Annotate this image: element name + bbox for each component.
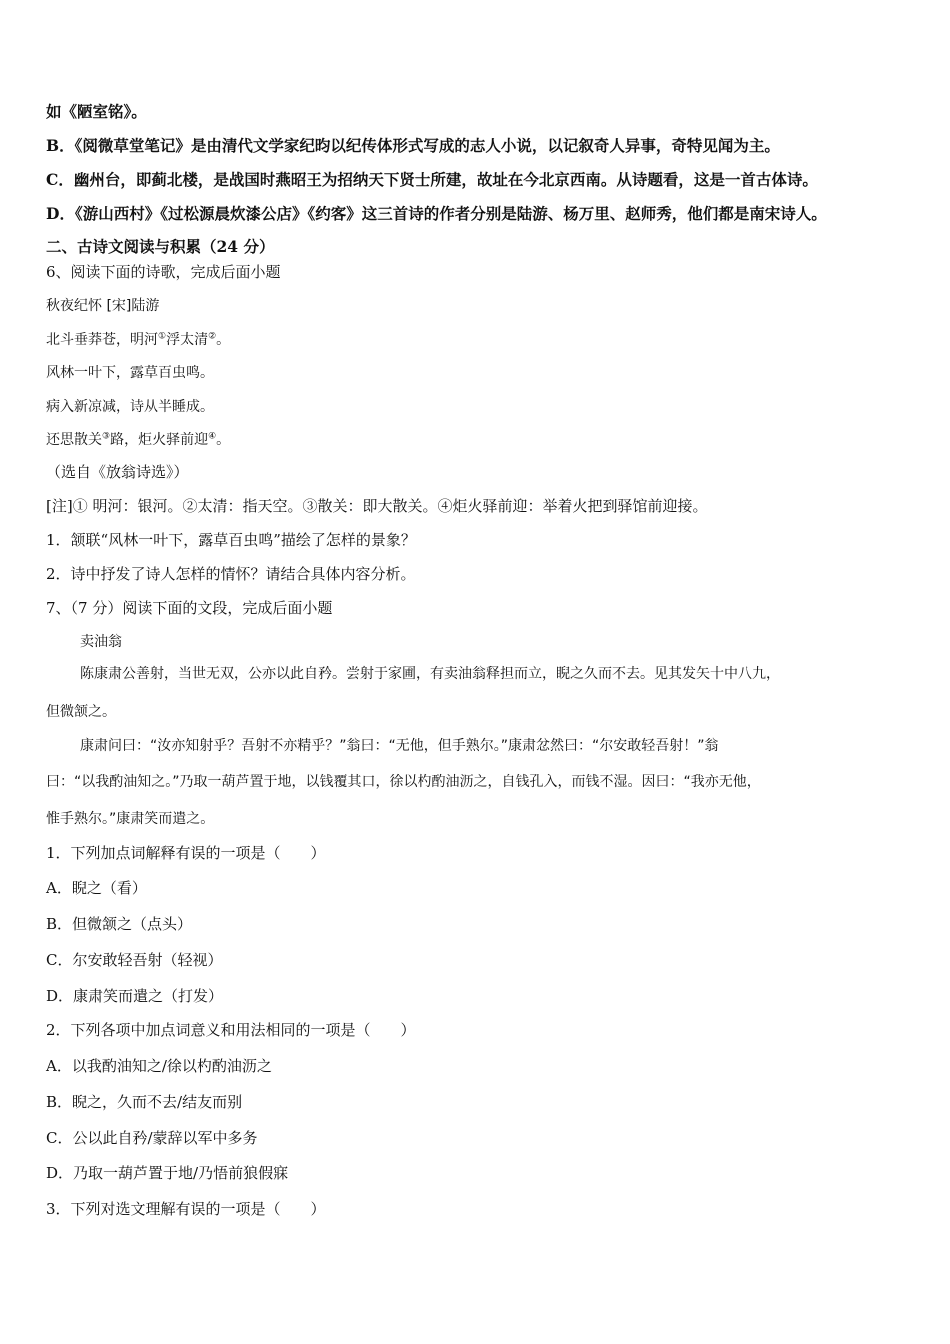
q7-2-option-d: D．乃取一葫芦置于地/乃悟前狼假寐 <box>46 1164 289 1182</box>
poem-text: 。 <box>216 432 231 448</box>
passage-para-1: 陈康肃公善射，当世无双，公亦以此自矜。尝射于家圃，有卖油翁释担而立，睨之久而不去。见其发矢十中八九， <box>80 666 780 682</box>
footnote-mark: ① <box>158 331 167 342</box>
passage-para-1-cont: 但微颔之。 <box>46 704 116 720</box>
poem-line-2: 风林一叶下，露草百虫鸣。 <box>46 365 214 381</box>
poem-source: （选自《放翁诗选》） <box>46 463 189 481</box>
question-7-stem: 7、（7 分）阅读下面的文段，完成后面小题 <box>46 599 333 617</box>
passage-title: 卖油翁 <box>80 634 122 650</box>
passage-para-2: 康肃问曰：“汝亦知射乎？吾射不亦精乎？”翁曰：“无他，但手熟尔。”康肃忿然曰：“尔安敢轻吾射！”翁 <box>80 738 719 754</box>
poem-line-4 <box>46 430 920 450</box>
question-6-2: 2．诗中抒发了诗人怎样的情怀？请结合具体内容分析。 <box>46 565 416 583</box>
passage-para-2-end: 惟手熟尔。”康肃笑而遣之。 <box>46 811 215 827</box>
question-7-2: 2．下列各项中加点词意义和用法相同的一项是（ ） <box>46 1021 416 1039</box>
section-heading: 二、古诗文阅读与积累（24 分） <box>46 237 275 256</box>
q7-1-option-b: B．但微颔之（点头） <box>46 915 193 933</box>
q7-1-option-a: A．睨之（看） <box>46 879 147 897</box>
q7-2-option-c: C．公以此自矜/蒙辞以军中多务 <box>46 1129 258 1147</box>
poem-line-3: 病入新凉减，诗从半睡成。 <box>46 399 214 415</box>
option-c: C．幽州台，即蓟北楼，是战国时燕昭王为招纳天下贤士所建，故址在今北京西南。从诗题看，这是一首古体诗。 <box>46 170 818 189</box>
footnote-mark: ③ <box>102 431 111 442</box>
poem-title: 秋夜纪怀 [宋]陆游 <box>46 298 160 314</box>
poem-text: 还思散关 <box>46 432 102 448</box>
option-d: D．《游山西村》《过松源晨炊漆公店》《约客》这三首诗的作者分别是陆游、杨万里、赵师秀，他们都是南宋诗人。 <box>46 204 827 223</box>
footnote-mark: ② <box>208 331 217 342</box>
poem-text: 北斗垂莽苍，明河 <box>46 332 158 348</box>
q7-1-option-d: D．康肃笑而遣之（打发） <box>46 987 224 1005</box>
poem-notes: [注]① 明河：银河。②太清：指天空。③散关：即大散关。④炬火驿前迎：举着火把到驿馆前迎接。 <box>46 497 708 515</box>
q7-2-option-a: A．以我酌油知之/徐以杓酌油沥之 <box>46 1057 272 1075</box>
passage-para-2-cont: 曰：“以我酌油知之。”乃取一葫芦置于地，以钱覆其口，徐以杓酌油沥之，自钱孔入，而钱不湿。因曰：“我亦无他， <box>46 774 761 790</box>
option-b: B．《阅微草堂笔记》是由清代文学家纪昀以纪传体形式写成的志人小说，以记叙奇人异事，奇特见闻为主。 <box>46 136 780 155</box>
question-6-1: 1．颔联“风林一叶下，露草百虫鸣”描绘了怎样的景象？ <box>46 531 416 549</box>
footnote-mark: ④ <box>208 431 217 442</box>
q7-2-option-b: B．睨之，久而不去/结友而别 <box>46 1093 243 1111</box>
intro-line: 如《陋室铭》。 <box>46 102 147 121</box>
poem-line-1 <box>46 330 920 350</box>
poem-text: 。 <box>216 332 231 348</box>
poem-text: 浮太清 <box>166 332 209 348</box>
question-7-3: 3．下列对选文理解有误的一项是（ ） <box>46 1200 326 1218</box>
question-6-stem: 6、阅读下面的诗歌，完成后面小题 <box>46 263 281 281</box>
question-7-1: 1．下列加点词解释有误的一项是（ ） <box>46 844 326 862</box>
poem-text: 路，炬火驿前迎 <box>110 432 209 448</box>
q7-1-option-c: C．尔安敢轻吾射（轻视） <box>46 951 223 969</box>
